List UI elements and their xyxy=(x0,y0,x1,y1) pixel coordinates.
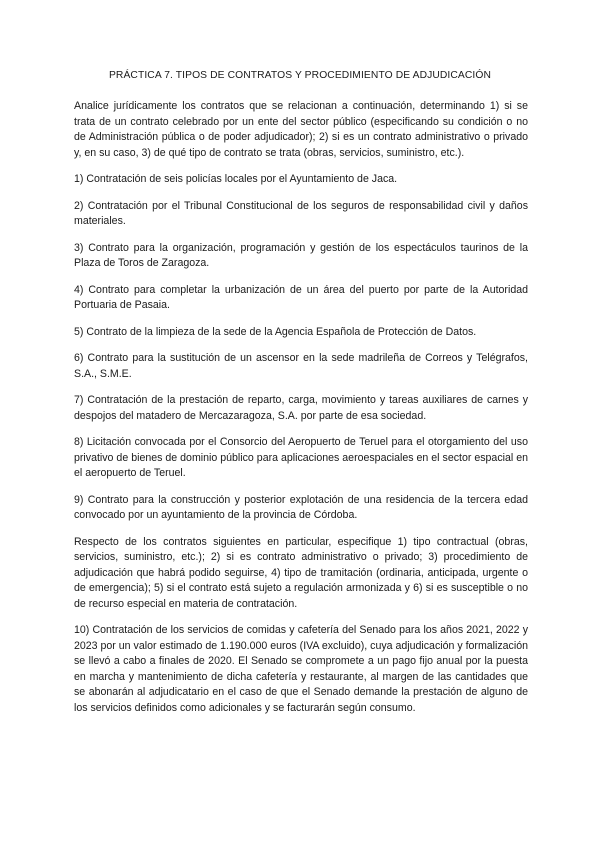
list-item: 4) Contrato para completar la urbanización de un área del puerto por parte de la Autoridad Portuaria de Pasaia. xyxy=(74,283,528,311)
list-item: 9) Contrato para la construcción y posterior explotación de una residencia de la tercera edad convocado por un ayuntamiento de la provincia de Córdoba. xyxy=(74,493,528,521)
list-item: 8) Licitación convocada por el Consorcio del Aeropuerto de Teruel para el otorgamiento del uso privativo de bienes de dominio público para aplicaciones aeroespaciales en el sector espacial en el aeropuerto de Teruel. xyxy=(74,436,528,479)
second-intro-paragraph: Respecto de los contratos siguientes en particular, especifique 1) tipo contractual (obras, servicios, suministro, etc.); 2) si es contrato administrativo o privado; 3) procedimiento de adjudicación que habrá podido seguirse, 4) tipo de tramitación (ordinaria, anticipada, urgente o de emergencia); 5) si el contrato está sujeto a regulación armonizada y 6) si es susceptible o no de recurso especial en materia de contratación. xyxy=(74,535,528,610)
list-item: 6) Contrato para la sustitución de un ascensor en la sede madrileña de Correos y Telégrafos, S.A., S.M.E. xyxy=(74,352,528,380)
list-item: 7) Contratación de la prestación de reparto, carga, movimiento y tareas auxiliares de carnes y despojos del matadero de Mercazaragoza, S.A. por parte de esa sociedad. xyxy=(74,394,528,422)
document-body xyxy=(74,99,528,727)
list-item: 5) Contrato de la limpieza de la sede de la Agencia Española de Protección de Datos. xyxy=(74,325,477,338)
list-item: 10) Contratación de los servicios de comidas y cafetería del Senado para los años 2021, 2022 y 2023 por un valor estimado de 1.190.000 euros (IVA excluido), cuya adjudicación y formalización se llevó a cabo a finales de 2020. El Senado se compromete a un pago fijo anual por la puesta en marcha y mantenimiento de dicha cafetería y restaurante, al margen de las cantidades que se abonarán al adjudicatario en el caso de que el Senado demande la prestación de alguno de los servicios definidos como adicionales y se facturarán según consumo. xyxy=(74,624,528,714)
list-item: 1) Contratación de seis policías locales por el Ayuntamiento de Jaca. xyxy=(74,173,398,185)
list-item: 3) Contrato para la organización, programación y gestión de los espectáculos taurinos de la Plaza de Toros de Zaragoza. xyxy=(74,241,528,269)
list-item: 2) Contratación por el Tribunal Constitucional de los seguros de responsabilidad civil y daños materiales. xyxy=(74,199,528,227)
intro-paragraph: Analice jurídicamente los contratos que se relacionan a continuación, determinando 1) si se trata de un contrato celebrado por un ente del sector público (especificando su condición o no de Administración pública o de poder adjudicador); 2) si es un contrato administrativo o privado y, en su caso, 3) de qué tipo de contrato se trata (obras, servicios, suministro, etc.). xyxy=(74,100,528,159)
page-title: PRÁCTICA 7. TIPOS DE CONTRATOS Y PROCEDIMIENTO DE ADJUDICACIÓN xyxy=(108,70,492,81)
